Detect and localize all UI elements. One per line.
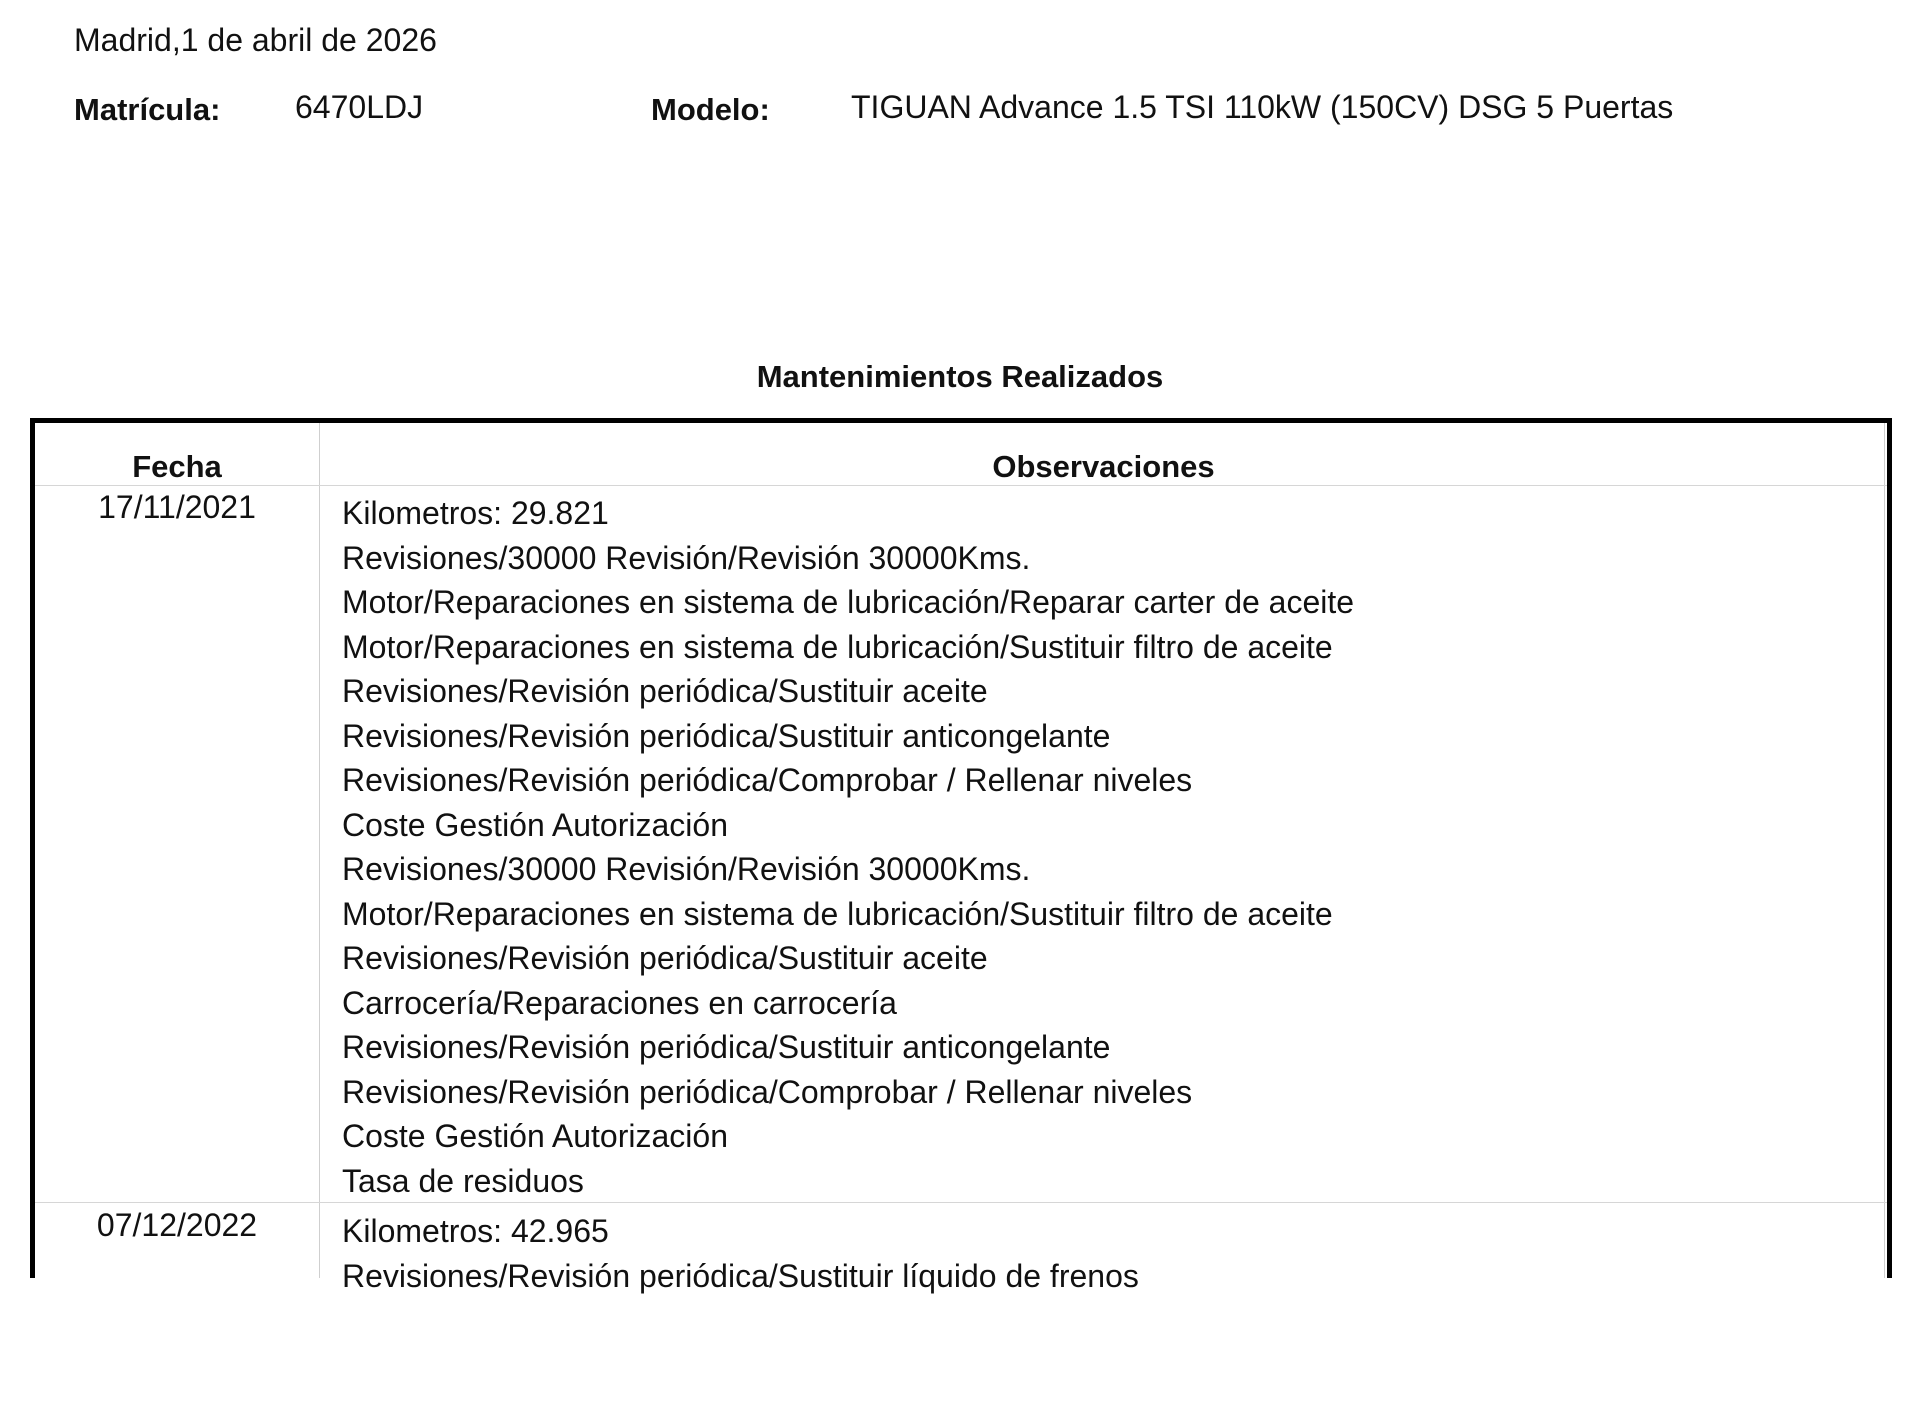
document-date: Madrid,1 de abril de 2026 [74, 22, 437, 58]
table-row [35, 485, 1887, 1203]
observation-line: Coste Gestión Autorización [342, 1118, 728, 1154]
table-header-row [35, 423, 1887, 486]
table-row [35, 1203, 1887, 1403]
observation-line: Revisiones/Revisión periódica/Sustituir aceite [342, 940, 988, 976]
observation-line: Revisiones/Revisión periódica/Comprobar / Rellenar niveles [342, 1073, 1193, 1110]
record-observations [342, 1209, 1139, 1298]
observation-line: Tasa de residuos [342, 1162, 584, 1199]
record-observations [342, 491, 1354, 1203]
observation-line: Revisiones/Revisión periódica/Sustituir aceite [342, 673, 988, 709]
observation-line: Kilometros: 29.821 [342, 495, 609, 531]
record-date: 17/11/2021 [98, 489, 256, 525]
column-header-fecha: Fecha [132, 449, 222, 484]
maintenance-table [30, 418, 1892, 1294]
matricula-value: 6470LDJ [295, 89, 424, 125]
observation-line: Revisiones/30000 Revisión/Revisión 30000Kms. [342, 539, 1031, 576]
matricula-label: Matrícula: [74, 92, 221, 127]
observation-line: Coste Gestión Autorización [342, 806, 728, 843]
observation-line: Motor/Reparaciones en sistema de lubricación/Sustituir filtro de aceite [342, 895, 1333, 932]
observation-line: Revisiones/30000 Revisión/Revisión 30000Kms. [342, 851, 1031, 887]
observation-line: Revisiones/Revisión periódica/Sustituir anticongelante [342, 717, 1111, 754]
modelo-label: Modelo: [651, 92, 770, 127]
column-header-observaciones: Observaciones [992, 449, 1215, 484]
observation-line: Revisiones/Revisión periódica/Sustituir anticongelante [342, 1029, 1111, 1065]
observation-line: Motor/Reparaciones en sistema de lubricación/Sustituir filtro de aceite [342, 628, 1333, 665]
record-date: 07/12/2022 [96, 1207, 258, 1243]
observation-line: Carrocería/Reparaciones en carrocería [342, 984, 897, 1021]
observation-line: Motor/Reparaciones en sistema de lubricación/Reparar carter de aceite [342, 584, 1355, 620]
observation-line: Kilometros: 42.965 [342, 1213, 609, 1249]
observation-line: Revisiones/Revisión periódica/Sustituir líquido de frenos [342, 1257, 1139, 1294]
section-title: Mantenimientos Realizados [756, 359, 1164, 394]
modelo-value: TIGUAN Advance 1.5 TSI 110kW (150CV) DSG 5 Puertas [851, 89, 1674, 125]
observation-line: Revisiones/Revisión periódica/Comprobar / Rellenar niveles [342, 762, 1193, 798]
